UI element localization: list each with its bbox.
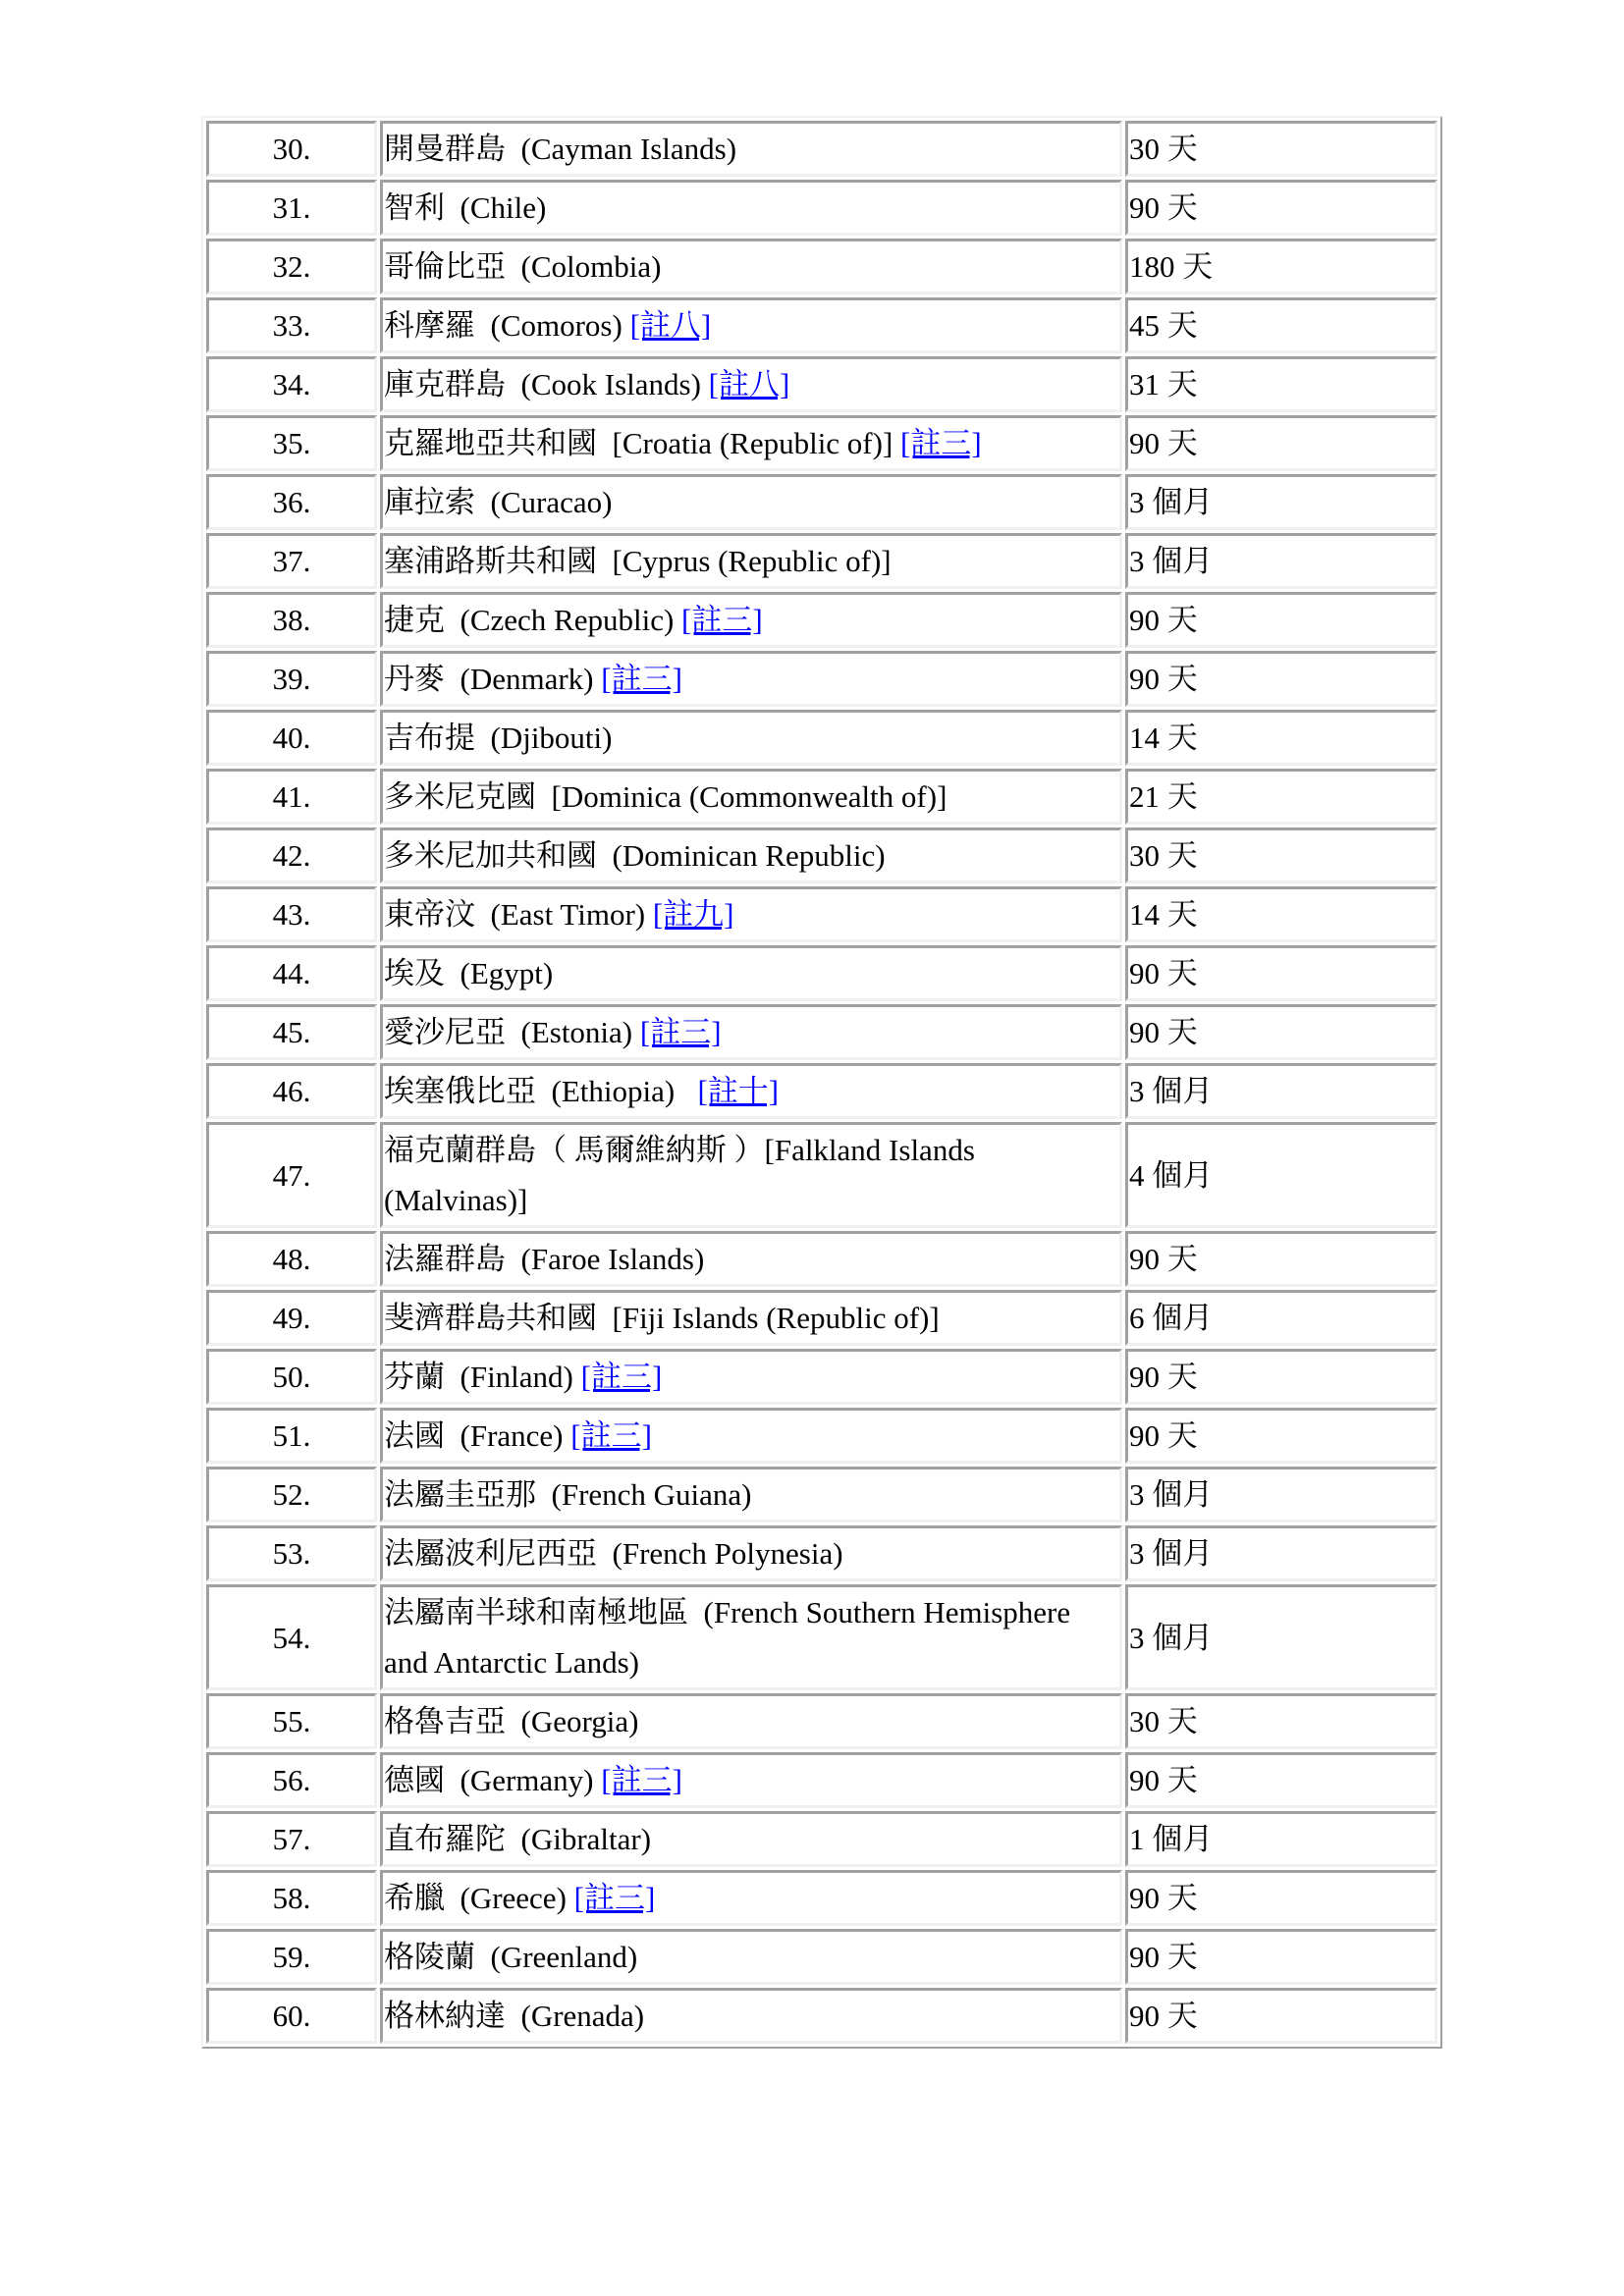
row-number: 31.	[272, 190, 311, 225]
country-name: 芬蘭 (Finland)	[384, 1360, 581, 1394]
row-number-cell	[206, 239, 377, 294]
stay-duration: 6 個月	[1129, 1301, 1214, 1335]
country-name: 直布羅陀 (Gibraltar)	[384, 1822, 652, 1856]
stay-duration-cell	[1125, 297, 1437, 353]
row-number-cell	[206, 1525, 377, 1581]
stay-duration-cell	[1125, 592, 1437, 648]
row-number-cell	[206, 1929, 377, 1985]
row-number: 55.	[272, 1704, 311, 1738]
country-name-cell	[380, 769, 1122, 825]
footnote-link[interactable]: [註三]	[580, 1360, 663, 1394]
row-number: 52.	[272, 1477, 311, 1512]
stay-duration: 21 天	[1129, 779, 1198, 814]
country-name-cell	[380, 945, 1122, 1001]
country-name-cell	[380, 1693, 1122, 1749]
country-name: 格陵蘭 (Greenland)	[384, 1940, 638, 1974]
table-row	[206, 180, 1437, 236]
table-row	[206, 533, 1437, 589]
country-name-cell	[380, 356, 1122, 412]
country-name: 哥倫比亞 (Colombia)	[384, 249, 662, 284]
table-row	[206, 1063, 1437, 1119]
stay-duration-cell	[1125, 1525, 1437, 1581]
footnote-link[interactable]: [註八]	[629, 308, 712, 343]
table-row	[206, 710, 1437, 766]
country-name: 法國 (France)	[384, 1418, 571, 1453]
stay-duration-cell	[1125, 1408, 1437, 1464]
table-row	[206, 356, 1437, 412]
table-row	[206, 415, 1437, 471]
country-name-cell	[380, 592, 1122, 648]
row-number: 38.	[272, 603, 311, 637]
table-row	[206, 1693, 1437, 1749]
row-number: 39.	[272, 662, 311, 696]
country-name: 法羅群島 (Faroe Islands)	[384, 1242, 705, 1276]
row-number-cell	[206, 592, 377, 648]
stay-duration-cell	[1125, 415, 1437, 471]
footnote-link[interactable]: [註三]	[900, 426, 982, 460]
country-name-cell	[380, 415, 1122, 471]
stay-duration: 90 天	[1129, 1360, 1198, 1394]
footnote-link[interactable]: [註八]	[708, 367, 790, 401]
row-number: 43.	[272, 897, 311, 932]
country-name: 克羅地亞共和國 [Croatia (Republic of)]	[384, 426, 901, 460]
row-number: 53.	[272, 1536, 311, 1571]
table-row	[206, 1290, 1437, 1346]
stay-duration-cell	[1125, 1584, 1437, 1690]
country-name: 埃塞俄比亞 (Ethiopia)	[384, 1074, 698, 1108]
stay-duration: 3 個月	[1129, 1477, 1214, 1512]
row-number-cell	[206, 1752, 377, 1808]
table-body	[206, 121, 1437, 2044]
country-name-cell	[380, 710, 1122, 766]
country-name: 智利 (Chile)	[384, 190, 547, 225]
country-name-cell	[380, 1063, 1122, 1119]
stay-duration-cell	[1125, 1004, 1437, 1060]
row-number: 44.	[272, 956, 311, 990]
stay-duration: 90 天	[1129, 1881, 1198, 1915]
table-row	[206, 886, 1437, 942]
stay-duration-cell	[1125, 121, 1437, 177]
table-row	[206, 1408, 1437, 1464]
stay-duration-cell	[1125, 1063, 1437, 1119]
row-number-cell	[206, 1870, 377, 1926]
stay-duration: 90 天	[1129, 662, 1198, 696]
table-row	[206, 1811, 1437, 1867]
stay-duration-cell	[1125, 769, 1437, 825]
country-name-cell	[380, 297, 1122, 353]
stay-duration: 31 天	[1129, 367, 1198, 401]
row-number-cell	[206, 710, 377, 766]
stay-duration: 90 天	[1129, 1763, 1198, 1797]
row-number-cell	[206, 1693, 377, 1749]
country-name-cell	[380, 1231, 1122, 1287]
row-number-cell	[206, 356, 377, 412]
stay-duration: 3 個月	[1129, 544, 1214, 578]
stay-duration: 90 天	[1129, 190, 1198, 225]
table-row	[206, 1870, 1437, 1926]
table-row	[206, 1929, 1437, 1985]
stay-duration-cell	[1125, 1693, 1437, 1749]
country-name: 法屬圭亞那 (French Guiana)	[384, 1477, 752, 1512]
table-row	[206, 1349, 1437, 1405]
country-name-cell	[380, 1929, 1122, 1985]
stay-duration: 30 天	[1129, 132, 1198, 166]
stay-duration: 1 個月	[1129, 1822, 1214, 1856]
row-number: 33.	[272, 308, 311, 343]
row-number-cell	[206, 1811, 377, 1867]
country-name: 塞浦路斯共和國 [Cyprus (Republic of)]	[384, 544, 892, 578]
country-name: 科摩羅 (Comoros)	[384, 308, 630, 343]
row-number: 48.	[272, 1242, 311, 1276]
document-page	[201, 116, 1442, 2049]
table-row	[206, 1467, 1437, 1522]
table-row	[206, 1988, 1437, 2044]
footnote-link[interactable]: [註三]	[601, 1763, 682, 1797]
country-name: 福克蘭群島（ 馬爾維納斯 ）[Falkland Islands (Malvinas)]	[384, 1133, 983, 1217]
stay-duration-cell	[1125, 239, 1437, 294]
row-number: 54.	[272, 1620, 311, 1655]
row-number-cell	[206, 297, 377, 353]
row-number-cell	[206, 769, 377, 825]
row-number-cell	[206, 651, 377, 707]
footnote-link[interactable]: [註三]	[601, 662, 682, 696]
table-row	[206, 1584, 1437, 1690]
row-number: 41.	[272, 779, 311, 814]
country-name-cell	[380, 474, 1122, 530]
stay-duration-cell	[1125, 533, 1437, 589]
stay-duration: 30 天	[1129, 1704, 1198, 1738]
row-number: 46.	[272, 1074, 311, 1108]
row-number-cell	[206, 1349, 377, 1405]
stay-duration-cell	[1125, 1231, 1437, 1287]
table-row	[206, 297, 1437, 353]
country-name-cell	[380, 239, 1122, 294]
stay-duration-cell	[1125, 1929, 1437, 1985]
country-name: 格林納達 (Grenada)	[384, 1999, 645, 2033]
row-number-cell	[206, 1063, 377, 1119]
stay-duration: 14 天	[1129, 721, 1198, 755]
row-number: 50.	[272, 1360, 311, 1394]
country-name: 多米尼克國 [Dominica (Commonwealth of)]	[384, 779, 947, 814]
stay-duration-cell	[1125, 1290, 1437, 1346]
country-name: 格魯吉亞 (Georgia)	[384, 1704, 639, 1738]
table-row	[206, 239, 1437, 294]
stay-duration-cell	[1125, 1349, 1437, 1405]
country-name-cell	[380, 1870, 1122, 1926]
row-number-cell	[206, 1467, 377, 1522]
row-number: 32.	[272, 249, 311, 284]
table-row	[206, 1004, 1437, 1060]
table-row	[206, 1525, 1437, 1581]
country-name-cell	[380, 1408, 1122, 1464]
country-name-cell	[380, 886, 1122, 942]
stay-duration-cell	[1125, 945, 1437, 1001]
row-number-cell	[206, 1290, 377, 1346]
table-row	[206, 592, 1437, 648]
stay-duration-cell	[1125, 1988, 1437, 2044]
row-number-cell	[206, 1122, 377, 1228]
row-number-cell	[206, 886, 377, 942]
country-name-cell	[380, 1752, 1122, 1808]
stay-duration-cell	[1125, 1870, 1437, 1926]
row-number: 40.	[272, 721, 311, 755]
row-number-cell	[206, 1231, 377, 1287]
stay-duration: 90 天	[1129, 1015, 1198, 1049]
stay-duration-cell	[1125, 710, 1437, 766]
country-name: 庫拉索 (Curacao)	[384, 485, 613, 519]
footnote-link[interactable]: [註十]	[697, 1074, 780, 1108]
stay-duration-cell	[1125, 886, 1437, 942]
stay-duration: 90 天	[1129, 603, 1198, 637]
country-name: 德國 (Germany)	[384, 1763, 602, 1797]
row-number: 57.	[272, 1822, 311, 1856]
row-number: 45.	[272, 1015, 311, 1049]
stay-duration-cell	[1125, 1467, 1437, 1522]
row-number-cell	[206, 1408, 377, 1464]
country-name: 法屬波利尼西亞 (French Polynesia)	[384, 1536, 843, 1571]
stay-duration: 90 天	[1129, 1418, 1198, 1453]
country-name-cell	[380, 180, 1122, 236]
footnote-link[interactable]: [註三]	[573, 1881, 656, 1915]
row-number: 60.	[272, 1999, 311, 2033]
stay-duration: 3 個月	[1129, 485, 1214, 519]
table-row	[206, 121, 1437, 177]
country-name: 法屬南半球和南極地區 (French Southern Hemisphere and Antarctic Lands)	[384, 1595, 1078, 1680]
row-number-cell	[206, 1584, 377, 1690]
stay-duration-cell	[1125, 828, 1437, 883]
stay-duration: 3 個月	[1129, 1074, 1214, 1108]
stay-duration: 90 天	[1129, 1940, 1198, 1974]
row-number: 35.	[272, 426, 311, 460]
country-name-cell	[380, 121, 1122, 177]
country-name: 吉布提 (Djibouti)	[384, 721, 613, 755]
stay-duration-cell	[1125, 651, 1437, 707]
stay-duration: 3 個月	[1129, 1620, 1214, 1655]
footnote-link[interactable]: [註三]	[570, 1418, 652, 1453]
stay-duration: 90 天	[1129, 956, 1198, 990]
row-number-cell	[206, 415, 377, 471]
table-row	[206, 474, 1437, 530]
row-number: 56.	[272, 1763, 311, 1797]
stay-duration-cell	[1125, 180, 1437, 236]
row-number: 51.	[272, 1418, 311, 1453]
row-number: 36.	[272, 485, 311, 519]
row-number-cell	[206, 1004, 377, 1060]
stay-duration: 90 天	[1129, 1999, 1198, 2033]
country-name-cell	[380, 828, 1122, 883]
stay-duration-cell	[1125, 1752, 1437, 1808]
country-name-cell	[380, 1988, 1122, 2044]
country-name-cell	[380, 1349, 1122, 1405]
row-number-cell	[206, 121, 377, 177]
row-number: 42.	[272, 838, 311, 873]
country-name-cell	[380, 651, 1122, 707]
country-name: 斐濟群島共和國 [Fiji Islands (Republic of)]	[384, 1301, 940, 1335]
row-number-cell	[206, 828, 377, 883]
row-number-cell	[206, 945, 377, 1001]
row-number: 30.	[272, 132, 311, 166]
row-number: 49.	[272, 1301, 311, 1335]
table-row	[206, 828, 1437, 883]
table-row	[206, 651, 1437, 707]
row-number-cell	[206, 180, 377, 236]
table-row	[206, 1122, 1437, 1228]
stay-duration: 4 個月	[1129, 1157, 1214, 1193]
country-name: 庫克群島 (Cook Islands)	[384, 367, 709, 401]
country-name: 東帝汶 (East Timor)	[384, 897, 653, 932]
country-name-cell	[380, 1290, 1122, 1346]
stay-duration: 90 天	[1129, 426, 1198, 460]
row-number-cell	[206, 1988, 377, 2044]
row-number: 34.	[272, 367, 311, 401]
stay-duration: 3 個月	[1129, 1536, 1214, 1571]
row-number: 58.	[272, 1881, 311, 1915]
stay-duration-cell	[1125, 1811, 1437, 1867]
stay-duration: 45 天	[1129, 308, 1198, 343]
footnote-link[interactable]: [註三]	[639, 1015, 722, 1049]
country-name-cell	[380, 1122, 1122, 1228]
country-name: 捷克 (Czech Republic)	[384, 603, 682, 637]
table-row	[206, 945, 1437, 1001]
footnote-link[interactable]: [註九]	[652, 897, 734, 932]
country-name: 愛沙尼亞 (Estonia)	[384, 1015, 640, 1049]
country-name-cell	[380, 533, 1122, 589]
country-name-cell	[380, 1525, 1122, 1581]
country-name: 開曼群島 (Cayman Islands)	[384, 132, 737, 166]
table-row	[206, 769, 1437, 825]
country-name-cell	[380, 1004, 1122, 1060]
stay-duration-cell	[1125, 356, 1437, 412]
stay-duration: 14 天	[1129, 897, 1198, 932]
footnote-link[interactable]: [註三]	[681, 603, 763, 637]
row-number: 37.	[272, 544, 311, 578]
country-name-cell	[380, 1584, 1122, 1690]
country-name: 希臘 (Greece)	[384, 1881, 574, 1915]
country-name: 埃及 (Egypt)	[384, 956, 554, 990]
visa-free-countries-table	[201, 116, 1442, 2049]
country-name-cell	[380, 1811, 1122, 1867]
row-number: 59.	[272, 1940, 311, 1974]
stay-duration: 180 天	[1129, 249, 1214, 284]
country-name: 丹麥 (Denmark)	[384, 662, 602, 696]
country-name-cell	[380, 1467, 1122, 1522]
stay-duration: 90 天	[1129, 1242, 1198, 1276]
row-number: 47.	[272, 1157, 311, 1193]
row-number-cell	[206, 474, 377, 530]
table-row	[206, 1231, 1437, 1287]
stay-duration-cell	[1125, 474, 1437, 530]
table-row	[206, 1752, 1437, 1808]
stay-duration: 30 天	[1129, 838, 1198, 873]
country-name: 多米尼加共和國 (Dominican Republic)	[384, 838, 886, 873]
stay-duration-cell	[1125, 1122, 1437, 1228]
row-number-cell	[206, 533, 377, 589]
